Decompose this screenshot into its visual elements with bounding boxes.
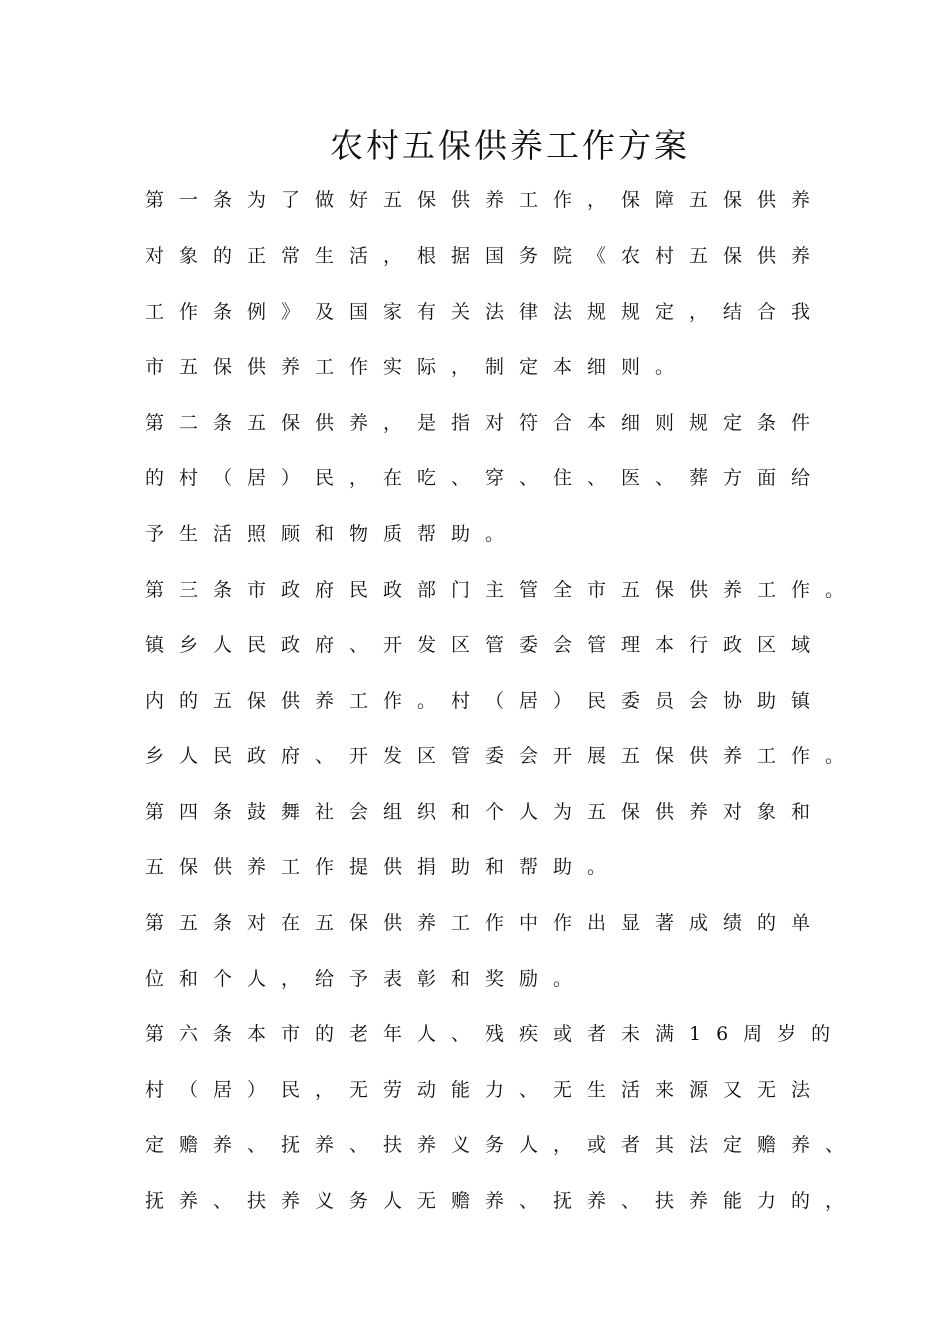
paragraph-line: 第三条市政府民政部门主管全市五保供养工作。 (145, 579, 860, 601)
paragraph-line: 第六条本市的老年人、残疾或者未满16周岁的 (145, 1023, 846, 1045)
paragraph-line: 工作条例》及国家有关法律法规规定，结合我 (145, 301, 826, 323)
paragraph-line: 五保供养工作提供捐助和帮助。 (145, 856, 622, 878)
paragraph-line: 市五保供养工作实际，制定本细则。 (145, 356, 690, 378)
paragraph-line: 予生活照顾和物质帮助。 (145, 523, 520, 545)
paragraph-line: 镇乡人民政府、开发区管委会管理本行政区域 (145, 634, 826, 656)
paragraph-line: 第五条对在五保供养工作中作出显著成绩的单 (145, 912, 826, 934)
paragraph-line: 第一条为了做好五保供养工作，保障五保供养 (145, 189, 826, 211)
paragraph-line: 内的五保供养工作。村（居）民委员会协助镇 (145, 690, 826, 712)
paragraph-line: 定赡养、抚养、扶养义务人，或者其法定赡养、 (145, 1134, 860, 1156)
paragraph-line: 的村（居）民，在吃、穿、住、医、葬方面给 (145, 467, 826, 489)
paragraph-line: 第四条鼓舞社会组织和个人为五保供养对象和 (145, 801, 826, 823)
paragraph-line: 第二条五保供养，是指对符合本细则规定条件 (145, 412, 826, 434)
paragraph-line: 对象的正常生活，根据国务院《农村五保供养 (145, 245, 826, 267)
document-title: 农村五保供养工作方案 (330, 126, 690, 165)
paragraph-line: 位和个人，给予表彰和奖励。 (145, 968, 588, 990)
paragraph-line: 抚养、扶养义务人无赡养、抚养、扶养能力的， (145, 1190, 860, 1212)
paragraph-line: 乡人民政府、开发区管委会开展五保供养工作。 (145, 745, 860, 767)
paragraph-line: 村（居）民，无劳动能力、无生活来源又无法 (145, 1079, 826, 1101)
